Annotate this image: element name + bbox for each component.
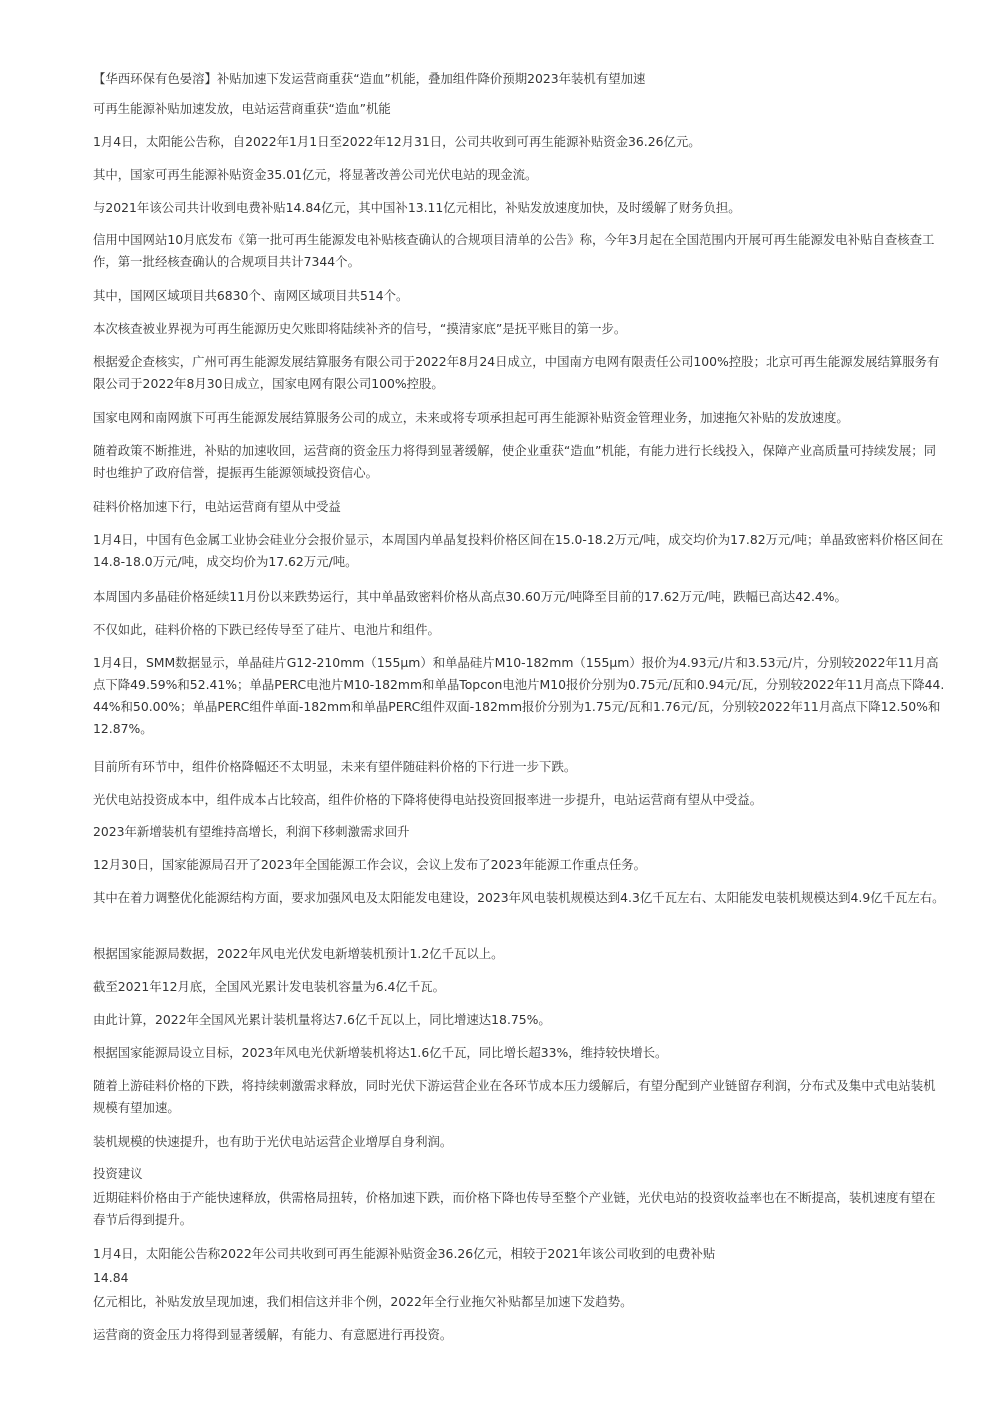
paragraph: 随着政策不断推进，补贴的加速收回，运营商的资金压力将得到显著缓解，使企业重获“造血”机能，有能力进行长线投入，保障产业高质量可持续发展；同时也维护了政府信誉，提振再生能源领域投资信心。 [93, 443, 937, 480]
paragraph: 12月30日，国家能源局召开了2023年全国能源工作会议，会议上发布了2023年能源工作重点任务。 [93, 857, 647, 872]
paragraph: 光伏电站投资成本中，组件成本占比较高，组件价格的下降将使得电站投资回报率进一步提升，电站运营商有望从中受益。 [93, 792, 763, 807]
paragraph: 不仅如此，硅料价格的下跌已经传导至了硅片、电池片和组件。 [93, 622, 440, 637]
section-heading: 2023年新增装机有望维持高增长，利润下移刺激需求回升 [93, 824, 410, 839]
paragraph: 目前所有环节中，组件价格降幅还不太明显，未来有望伴随硅料价格的下行进一步下跌。 [93, 759, 577, 774]
article-title: 【华西环保有色晏溶】补贴加速下发运营商重获“造血”机能，叠加组件降价预期2023年装机有望加速 [93, 71, 646, 86]
section-heading: 可再生能源补贴加速发放，电站运营商重获“造血”机能 [93, 101, 391, 116]
paragraph: 随着上游硅料价格的下跌，将持续刺激需求释放，同时光伏下游运营企业在各环节成本压力缓解后，有望分配到产业链留存利润，分布式及集中式电站装机规模有望加速。 [93, 1078, 936, 1115]
paragraph: 其中，国网区域项目共6830个、南网区域项目共514个。 [93, 288, 409, 303]
paragraph: 截至2021年12月底，全国风光累计发电装机容量为6.4亿千瓦。 [93, 979, 445, 994]
paragraph: 根据国家能源局设立目标，2023年风电光伏新增装机将达1.6亿千瓦，同比增长超33%，维持较快增长。 [93, 1045, 668, 1060]
paragraph: 其中，国家可再生能源补贴资金35.01亿元，将显著改善公司光伏电站的现金流。 [93, 167, 538, 182]
paragraph: 与2021年该公司共计收到电费补贴14.84亿元，其中国补13.11亿元相比，补贴发放速度加快，及时缓解了财务负担。 [93, 200, 741, 215]
paragraph-number: 14.84 [93, 1270, 129, 1285]
paragraph: 根据国家能源局数据，2022年风电光伏发电新增装机预计1.2亿千瓦以上。 [93, 946, 504, 961]
paragraph: 其中在着力调整优化能源结构方面，要求加强风电及太阳能发电建设，2023年风电装机规模达到4.3亿千瓦左右、太阳能发电装机规模达到4.9亿千瓦左右。 [93, 890, 945, 905]
paragraph: 1月4日，太阳能公告称，自2022年1月1日至2022年12月31日，公司共收到可再生能源补贴资金36.26亿元。 [93, 134, 701, 149]
paragraph: 亿元相比，补贴发放呈现加速，我们相信这并非个例，2022年全行业拖欠补贴都呈加速下发趋势。 [93, 1294, 633, 1309]
paragraph: 本次核查被业界视为可再生能源历史欠账即将陆续补齐的信号，“摸清家底”是抚平账目的第一步。 [93, 321, 627, 336]
paragraph: 1月4日，SMM数据显示，单晶硅片G12-210mm（155μm）和单晶硅片M10-182mm（155μm）报价为4.93元/片和3.53元/片，分别较2022年11月高点下降49.59%和52.41%；单晶PERC电池片M10-182mm和单晶Topcon电池片M10报价分别为0.75元/瓦和0.94元/瓦，分别较2022年11月高点下降44.44%和50.00%；单晶PERC组件单面-182mm和单晶PERC组件双面-182mm报价分别为1.75元/瓦和1.76元/瓦，分别较2022年11月高点下降12.50%和12.87%。 [93, 655, 945, 736]
paragraph: 信用中国网站10月底发布《第一批可再生能源发电补贴核查确认的合规项目清单的公告》称，今年3月起在全国范围内开展可再生能源发电补贴自查核查工作，第一批经核查确认的合规项目共计7344个。 [93, 232, 935, 269]
section-heading: 投资建议 [93, 1166, 143, 1181]
paragraph: 根据爱企查核实，广州可再生能源发展结算服务有限公司于2022年8月24日成立，中国南方电网有限责任公司100%控股；北京可再生能源发展结算服务有限公司于2022年8月30日成立，国家电网有限公司100%控股。 [93, 354, 940, 391]
paragraph: 国家电网和南网旗下可再生能源发展结算服务公司的成立，未来或将专项承担起可再生能源补贴资金管理业务，加速拖欠补贴的发放速度。 [93, 410, 849, 425]
paragraph: 本周国内多晶硅价格延续11月份以来跌势运行，其中单晶致密料价格从高点30.60万元/吨降至目前的17.62万元/吨，跌幅已高达42.4%。 [93, 589, 847, 604]
paragraph: 1月4日，中国有色金属工业协会硅业分会报价显示，本周国内单晶复投料价格区间在15.0-18.2万元/吨，成交均价为17.82万元/吨；单晶致密料价格区间在14.8-18.0万元/吨，成交均价为17.62万元/吨。 [93, 532, 944, 569]
paragraph: 装机规模的快速提升，也有助于光伏电站运营企业增厚自身利润。 [93, 1134, 453, 1149]
paragraph: 由此计算，2022年全国风光累计装机量将达7.6亿千瓦以上，同比增速达18.75%。 [93, 1012, 551, 1027]
paragraph: 近期硅料价格由于产能快速释放，供需格局扭转，价格加速下跌，而价格下降也传导至整个产业链，光伏电站的投资收益率也在不断提高，装机速度有望在春节后得到提升。 [93, 1190, 936, 1227]
paragraph: 运营商的资金压力将得到显著缓解，有能力、有意愿进行再投资。 [93, 1327, 453, 1342]
section-heading: 硅料价格加速下行，电站运营商有望从中受益 [93, 499, 341, 514]
paragraph: 1月4日，太阳能公告称2022年公司共收到可再生能源补贴资金36.26亿元，相较于2021年该公司收到的电费补贴 [93, 1246, 716, 1261]
